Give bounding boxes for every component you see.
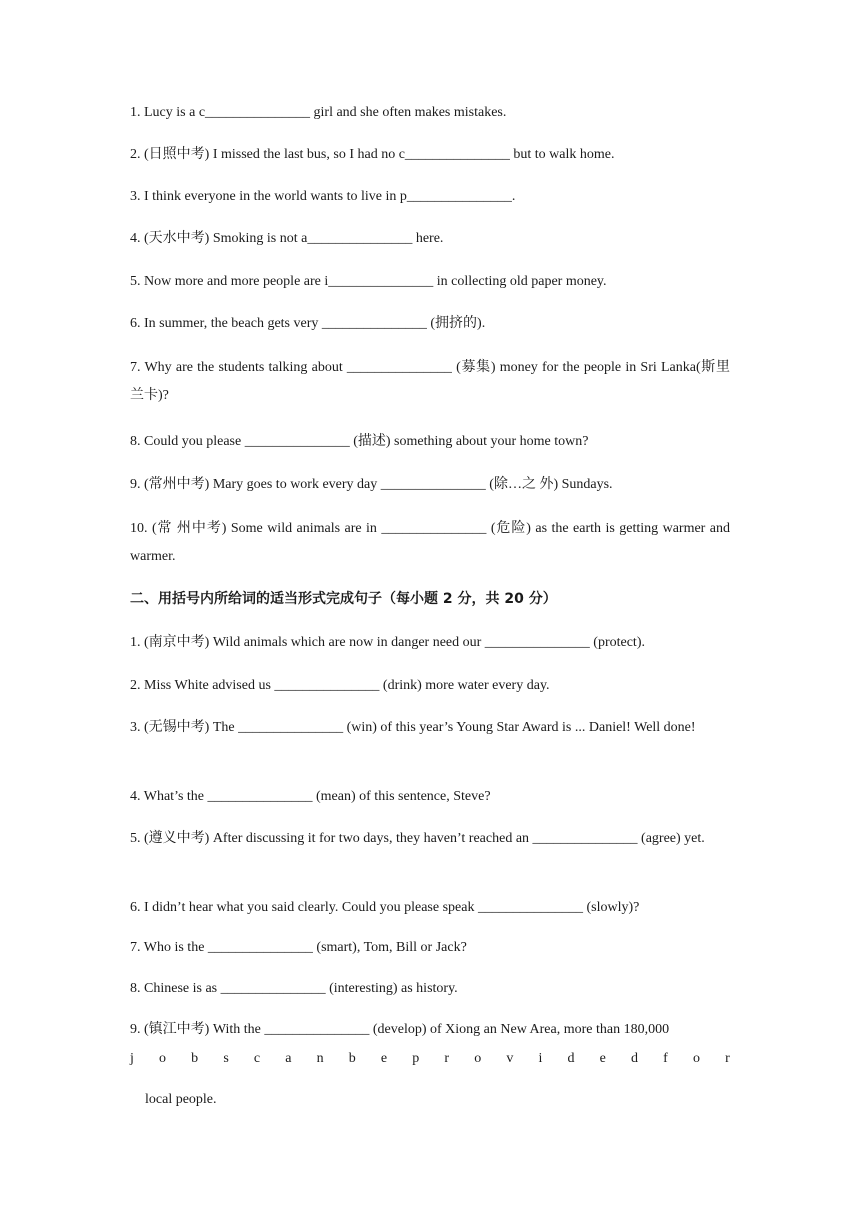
question-1-6: 6. In summer, the beach gets very _______________ (拥挤的). (130, 316, 486, 331)
question-2-7: 7. Who is the _______________ (smart), Tom, Bill or Jack? (130, 940, 467, 955)
question-1-9: 9. (常州中考) Mary goes to work every day _______________ (除…之 外) Sundays. (130, 477, 613, 492)
question-2-9-end: local people. (145, 1092, 217, 1107)
spread-letter: v (506, 1051, 514, 1066)
spread-letter: b (348, 1051, 356, 1066)
spread-letter: f (663, 1051, 668, 1066)
question-1-10: 10. (常 州中考) Some wild animals are in _______________ (危险) as the earth is getting warmer and warmer. (130, 521, 730, 564)
question-2-9-continuation (130, 1045, 730, 1073)
question-2-5: 5. (遵义中考) After discussing it for two days, they haven’t reached an _______________ (agree) yet. (130, 831, 705, 846)
spread-letter: r (444, 1051, 450, 1066)
question-2-3: 3. (无锡中考) The _______________ (win) of this year’s Young Star Award is ... Daniel! Well done! (130, 720, 696, 735)
question-2-8: 8. Chinese is as _______________ (interesting) as history. (130, 981, 458, 996)
question-2-4: 4. What’s the _______________ (mean) of this sentence, Steve? (130, 789, 491, 804)
spread-letter: d (567, 1051, 575, 1066)
spread-letter: s (223, 1051, 229, 1066)
question-1-5: 5. Now more and more people are i_______________ in collecting old paper money. (130, 274, 607, 289)
spread-letter: i (538, 1051, 543, 1066)
spread-letter: a (285, 1051, 292, 1066)
spread-letter: d (631, 1051, 639, 1066)
question-1-7: 7. Why are the students talking about _______________ (募集) money for the people in Sri Lanka(斯里兰卡)? (130, 360, 730, 403)
spread-letter: c (253, 1051, 261, 1066)
spread-letter: o (159, 1051, 167, 1066)
spread-letter: r (725, 1051, 730, 1066)
spread-letter: o (474, 1051, 482, 1066)
spread-letter: p (412, 1051, 420, 1066)
spread-letter: n (316, 1051, 324, 1066)
question-2-1: 1. (南京中考) Wild animals which are now in danger need our _______________ (protect). (130, 635, 645, 650)
question-1-2: 2. (日照中考) I missed the last bus, so I had no c_______________ but to walk home. (130, 147, 615, 162)
spread-letter: o (692, 1051, 700, 1066)
question-1-8: 8. Could you please _______________ (描述) something about your home town? (130, 434, 589, 449)
question-1-3: 3. I think everyone in the world wants to live in p_______________. (130, 189, 516, 204)
question-1-1: 1. Lucy is a c_______________ girl and she often makes mistakes. (130, 105, 507, 120)
spread-letter: b (191, 1051, 199, 1066)
question-1-4: 4. (天水中考) Smoking is not a_______________ here. (130, 231, 444, 246)
spread-letter: j (130, 1051, 134, 1066)
question-2-6: 6. I didn’t hear what you said clearly. Could you please speak _______________ (slowly)? (130, 900, 640, 915)
section-heading: 二、用括号内所给词的适当形式完成句子（每小题 2 分，共 20 分） (130, 591, 557, 607)
question-2-2: 2. Miss White advised us _______________ (drink) more water every day. (130, 678, 550, 693)
question-2-9: 9. (镇江中考) With the _______________ (develop) of Xiong an New Area, more than 180,000 (130, 1022, 670, 1037)
spread-letter: e (380, 1051, 388, 1066)
spread-letter: e (599, 1051, 606, 1066)
